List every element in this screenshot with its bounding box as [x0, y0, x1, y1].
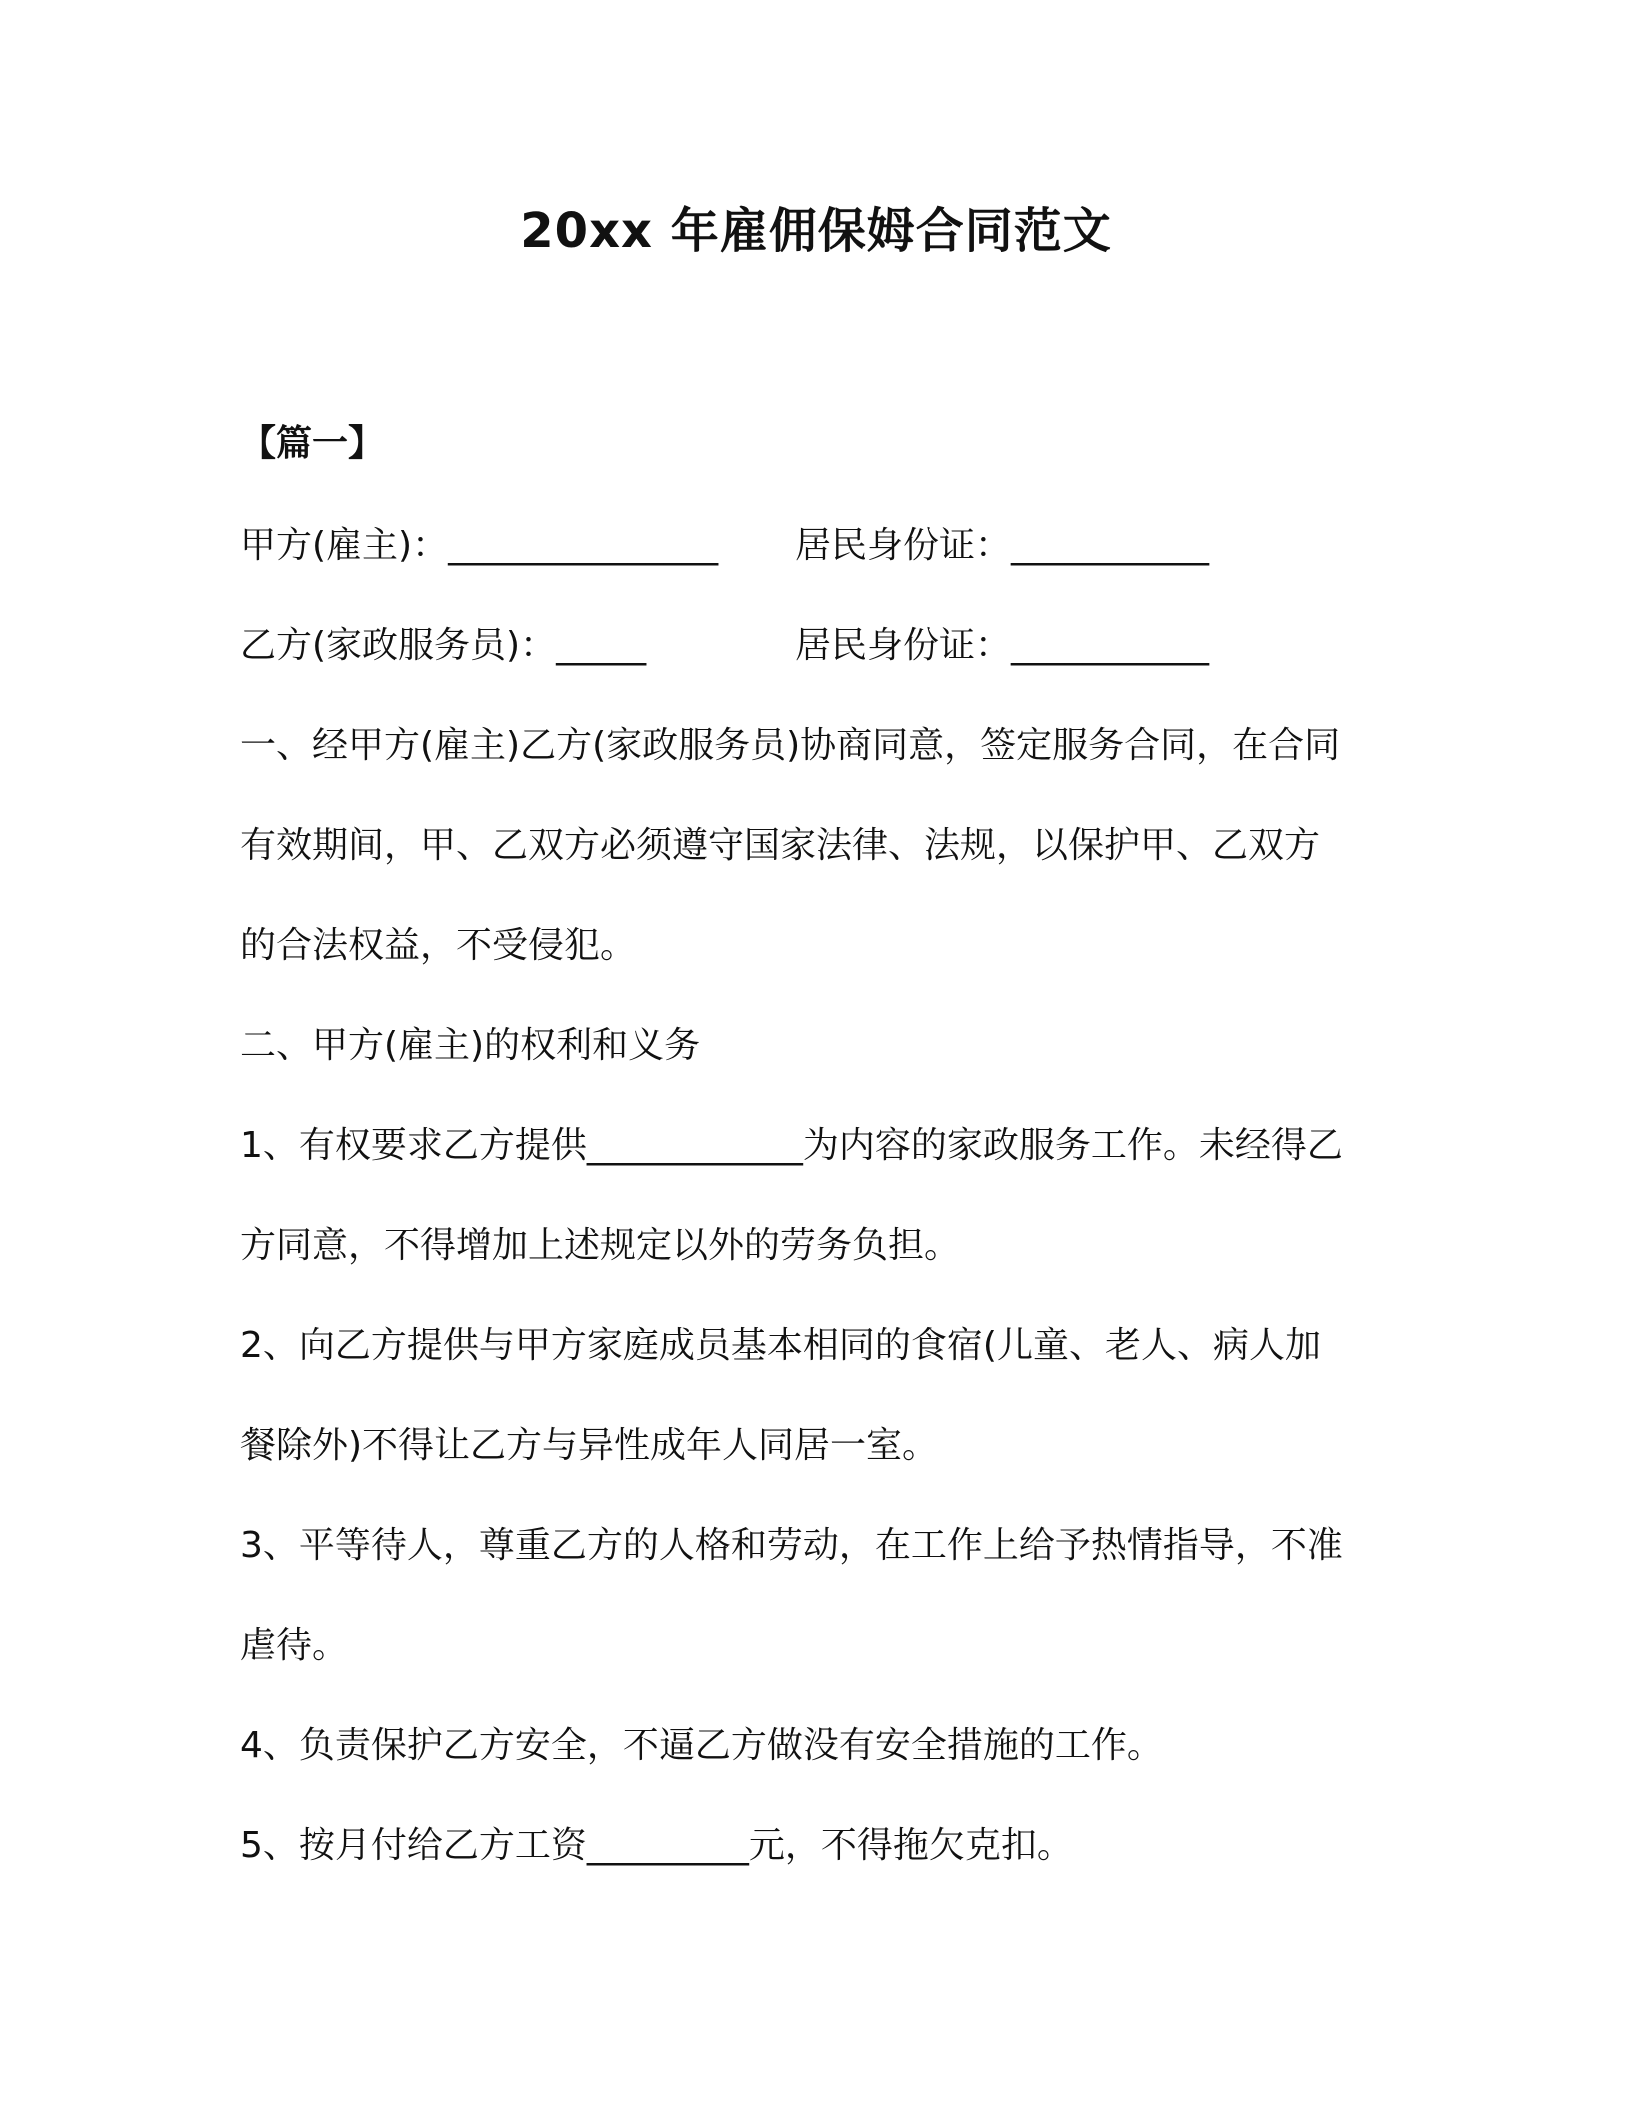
party-a-field: 甲方(雇主)：_______________ — [240, 525, 719, 566]
party-b-field: 乙方(家政服务员)：_____ — [240, 625, 647, 666]
paragraph-line: 的合法权益，不受侵犯。 — [240, 925, 637, 966]
paragraph-line: 5、按月付给乙方工资_________元，不得拖欠克扣。 — [240, 1825, 1073, 1866]
paragraph-line: 3、平等待人，尊重乙方的人格和劳动，在工作上给予热情指导，不准 — [240, 1525, 1343, 1566]
party-a-id-field: 居民身份证：___________ — [795, 525, 1210, 566]
paragraph-line: 方同意，不得增加上述规定以外的劳务负担。 — [240, 1225, 961, 1266]
paragraph-line: 有效期间，甲、乙双方必须遵守国家法律、法规，以保护甲、乙双方 — [240, 825, 1321, 866]
paragraph-line: 餐除外)不得让乙方与异性成年人同居一室。 — [240, 1425, 939, 1466]
section-tag: 【篇一】 — [240, 423, 385, 464]
paragraph-line: 4、负责保护乙方安全，不逼乙方做没有安全措施的工作。 — [240, 1725, 1163, 1766]
paragraph-line: 2、向乙方提供与甲方家庭成员基本相同的食宿(儿童、老人、病人加 — [240, 1325, 1321, 1366]
party-b-id-field: 居民身份证：___________ — [795, 625, 1210, 666]
paragraph-line: 一、经甲方(雇主)乙方(家政服务员)协商同意，签定服务合同，在合同 — [240, 725, 1341, 766]
section-heading: 二、甲方(雇主)的权利和义务 — [240, 1025, 701, 1066]
paragraph-line: 1、有权要求乙方提供____________为内容的家政服务工作。未经得乙 — [240, 1125, 1343, 1166]
paragraph-line: 虐待。 — [240, 1625, 349, 1666]
document-title: 20xx 年雇佣保姆合同范文 — [520, 203, 1112, 259]
